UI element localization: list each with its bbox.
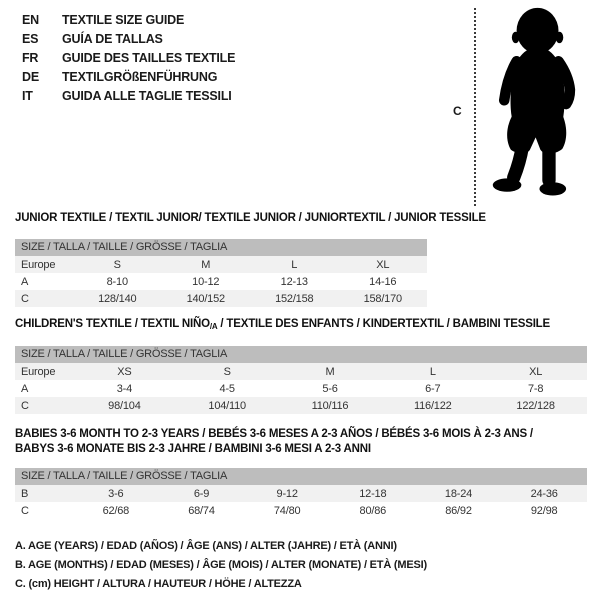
babies-size-table (15, 468, 587, 519)
lang-title: TEXTILGRÖßENFÜHRUNG (62, 70, 218, 84)
size-cell: 140/152 (186, 292, 225, 305)
size-cell: 3-6 (108, 487, 124, 500)
measure-legend (15, 537, 427, 594)
baby-figure (448, 4, 598, 210)
size-cell: 5-6 (322, 382, 338, 395)
lang-row-es (22, 30, 235, 49)
table-row (15, 256, 427, 273)
table-row (15, 502, 587, 519)
size-cell: M (325, 365, 335, 378)
lang-title: GUIDA ALLE TAGLIE TESSILI (62, 89, 232, 103)
table-row (15, 397, 587, 414)
size-cell: 24-36 (530, 487, 558, 500)
size-cell: 116/122 (414, 399, 452, 412)
size-cell: 86/92 (445, 504, 472, 517)
size-cell: 18-24 (444, 487, 473, 500)
size-cell: XS (117, 365, 132, 378)
children-size-table (15, 346, 587, 414)
size-cell: 12-13 (280, 275, 308, 288)
size-cell: 6-9 (193, 487, 210, 500)
size-cell: 128/140 (98, 292, 137, 305)
table-row (15, 363, 587, 380)
lang-row-it (22, 87, 235, 106)
size-cell: 8-10 (106, 275, 128, 288)
children-title-subscript: /A (209, 322, 218, 331)
children-title-prefix: CHILDREN'S TEXTILE / TEXTIL NIÑO (15, 318, 210, 330)
table-row (15, 290, 427, 307)
babies-title-line2: BABYS 3-6 MONATE BIS 2-3 JAHRE / BAMBINI 3-6 MESI A 2-3 ANNI (15, 443, 371, 455)
lang-code: EN (22, 13, 39, 27)
lang-code: FR (22, 51, 39, 65)
row-label: A (21, 382, 29, 395)
height-measure-label: C (453, 104, 462, 118)
size-cell: XL (376, 258, 390, 271)
size-header-bar: SIZE / TALLA / TAILLE / GRÖSSE / TAGLIA (15, 346, 587, 363)
size-cell: 158/170 (363, 292, 402, 305)
children-title-suffix: / TEXTILE DES ENFANTS / KINDERTEXTIL / BAMBINI TESSILE (217, 318, 550, 330)
size-cell: 9-12 (276, 487, 298, 500)
lang-row-fr (22, 49, 235, 68)
size-cell: 92/98 (530, 504, 558, 517)
junior-size-table (15, 239, 427, 307)
table-row (15, 273, 427, 290)
size-cell: 3-4 (116, 382, 133, 395)
lang-code: IT (22, 89, 33, 103)
lang-title: GUÍA DE TALLAS (62, 32, 163, 46)
size-cell: 12-18 (359, 487, 387, 500)
size-cell: M (201, 258, 211, 271)
lang-code: ES (22, 32, 39, 46)
size-header-bar: SIZE / TALLA / TAILLE / GRÖSSE / TAGLIA (15, 468, 587, 485)
babies-table-title (15, 427, 590, 457)
size-cell: 74/80 (273, 504, 301, 517)
size-cell: 6-7 (425, 382, 441, 395)
footnote-a: A. AGE (YEARS) / EDAD (AÑOS) / ÂGE (ANS) / ALTER (JAHRE) / ETÀ (ANNI) (15, 540, 397, 552)
row-label: C (21, 292, 29, 305)
size-header-bar: SIZE / TALLA / TAILLE / GRÖSSE / TAGLIA (15, 239, 427, 256)
row-label: Europe (21, 258, 56, 271)
size-cell: 110/116 (311, 399, 349, 412)
lang-title: GUIDE DES TAILLES TEXTILE (62, 51, 236, 65)
size-cell: 10-12 (192, 275, 220, 288)
size-cell: 98/104 (108, 399, 141, 412)
size-cell: 62/68 (102, 504, 130, 517)
row-label: C (21, 399, 29, 412)
lang-title: TEXTILE SIZE GUIDE (62, 13, 185, 27)
baby-silhouette-icon (486, 6, 591, 206)
footnote-c: C. (cm) HEIGHT / ALTURA / HAUTEUR / HÖHE / ALTEZZA (15, 578, 302, 590)
junior-table-title: JUNIOR TEXTILE / TEXTIL JUNIOR/ TEXTILE JUNIOR / JUNIORTEXTIL / JUNIOR TESSILE (15, 212, 486, 224)
size-cell: L (429, 365, 436, 378)
size-cell: 68/74 (188, 504, 215, 517)
row-label: Europe (21, 365, 56, 378)
size-cell: L (291, 258, 298, 271)
size-cell: 122/128 (516, 399, 555, 412)
size-cell: 4-5 (219, 382, 235, 395)
size-cell: XL (529, 365, 543, 378)
lang-code: DE (22, 70, 39, 84)
height-measure-dotted-line (474, 8, 476, 206)
size-cell: 80/86 (359, 504, 387, 517)
size-cell: 152/158 (275, 292, 314, 305)
size-cell: 104/110 (208, 399, 246, 412)
size-cell: S (113, 258, 121, 271)
row-label: B (21, 487, 29, 500)
table-row (15, 380, 587, 397)
children-table-title (15, 318, 550, 331)
lang-row-de (22, 68, 235, 87)
babies-title-line1: BABIES 3-6 MONTH TO 2-3 YEARS / BEBÉS 3-6 MESES A 2-3 AÑOS / BÉBÉS 3-6 MOIS À 2-3 ANS / (15, 428, 533, 440)
table-row (15, 485, 587, 502)
lang-row-en (22, 11, 235, 30)
size-cell: 14-16 (369, 275, 397, 288)
row-label: C (21, 504, 29, 517)
language-title-list (22, 11, 235, 106)
size-cell: S (223, 365, 231, 378)
row-label: A (21, 275, 29, 288)
footnote-b: B. AGE (MONTHS) / EDAD (MESES) / ÂGE (MOIS) / ALTER (MONATE) / ETÀ (MESI) (15, 559, 427, 571)
size-cell: 7-8 (527, 382, 544, 395)
